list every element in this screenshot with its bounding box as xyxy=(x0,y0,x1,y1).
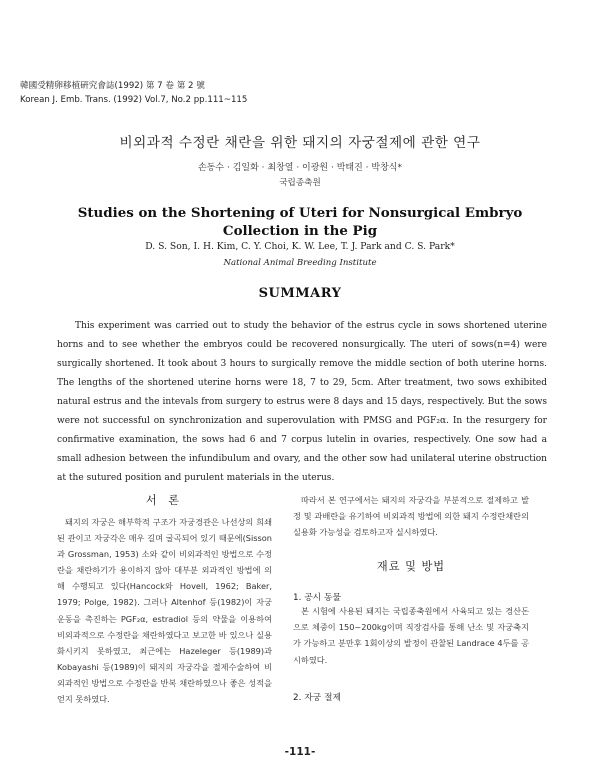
page-number: -111- xyxy=(284,746,316,758)
english-authors: D. S. Son, I. H. Kim, C. Y. Choi, K. W. Lee, T. J. Park and C. S. Park* xyxy=(145,241,455,252)
english-title-line2: Collection in the Pig xyxy=(222,223,378,239)
journal-citation-korean: 韓國受精卵移植硏究會誌(1992) 第 7 卷 第 2 號 xyxy=(20,81,205,91)
left-column xyxy=(57,492,272,707)
introduction-heading: 서 론 xyxy=(145,494,184,507)
english-affiliation: National Animal Breeding Institute xyxy=(223,258,377,268)
korean-authors: 손동수 · 김일화 · 최창열 · 이광원 · 박태진 · 박창식* xyxy=(198,163,402,173)
introduction-continued-text: 따라서 본 연구에서는 돼지의 자궁각을 부분적으로 절제하고 발정 및 과배란을 유기하여 비외과적 방법에 의한 돼지 수정란채란의 실용화 가능성을 검토하고자 실시하였다. xyxy=(293,495,529,538)
english-title xyxy=(0,204,600,240)
subsection-animals-heading: 1. 공시 동물 xyxy=(293,593,341,604)
journal-citation xyxy=(20,79,247,107)
right-column xyxy=(293,492,529,703)
korean-title: 비외과적 수정란 채란을 위한 돼지의 자궁절제에 관한 연구 xyxy=(119,135,481,151)
summary-block xyxy=(57,317,547,488)
journal-citation-english: Korean J. Emb. Trans. (1992) Vol.7, No.2 pp.111~115 xyxy=(20,95,248,105)
summary-text: This experiment was carried out to study the behavior of the estrus cycle in sows shortened uterine horns and to see whether the embryos could be recovered nonsurgically. The uteri of sows(n=4) were surgically shortened. It took about 3 hours to surgically remove the middle section of both uterine horns. The lengths of the shortened uterine horns were 18, 7 to 29, 5cm. After treatment, two sows exhibited natural estrus and the intevals from surgery to estrus were 8 days and 15 days, respectively. But the sows were not successful on synchronization and superovulation with PMSG and PGF₂α. In the resurgery for confirmative examination, the sows had 6 and 7 corpus lutelin in ovaries, respectively. One sow had a small adhesion between the infundibulum and ovary, and the other sow had unilateral uterine obstruction at the sutured position and purulent materials in the uterus. xyxy=(57,321,547,484)
english-title-line1: Studies on the Shortening of Uteri for Nonsurgical Embryo xyxy=(77,205,523,221)
introduction-text: 돼지의 자궁은 해부학적 구조가 자궁경관은 나선상의 희쇄된 관이고 자궁각은 매우 길며 굴곡되어 있기 때문에(Sisson과 Grossman, 1953) 소와 같이 비외과적인 방법으로 수정란을 채란하기가 용이하지 않아 대부분 외과적인 방법에 의해 수행되고 있다(Hancock와 Hovell, 1962; Baker, 1979; Polge, 1982). 그러나 Altenhof 등(1982)이 자궁운동을 촉진하는 PGF₂α, estradiol 등의 약물을 이용하여 비외과적으로 수정란을 채란하였다고 보고한 바 있으나 실용화시키지 못하였고, 최근에는 Hazeleger 등(1989)과 Kobayashi 등(1989)이 돼지의 자궁각을 절제수술하여 비외과적인 방법으로 수정란을 반복 채란하였으나 좋은 성적을 얻지 못하였다. xyxy=(57,517,272,705)
subsection-animals-text: 본 시험에 사용된 돼지는 국립종축원에서 사육되고 있는 경산돈으로 체중이 150~200kg이며 직장검사를 통해 난소 및 자궁축지가 가능하고 분만후 1회이상의 발정이 관찰된 Landrace 4두를 공시하였다. xyxy=(293,606,529,665)
korean-affiliation: 국립종축원 xyxy=(279,178,321,188)
summary-heading: SUMMARY xyxy=(258,286,342,301)
methods-heading: 재료 및 방법 xyxy=(376,560,446,574)
subsection-uterus-resection-heading: 2. 자궁 절제 xyxy=(293,692,341,703)
